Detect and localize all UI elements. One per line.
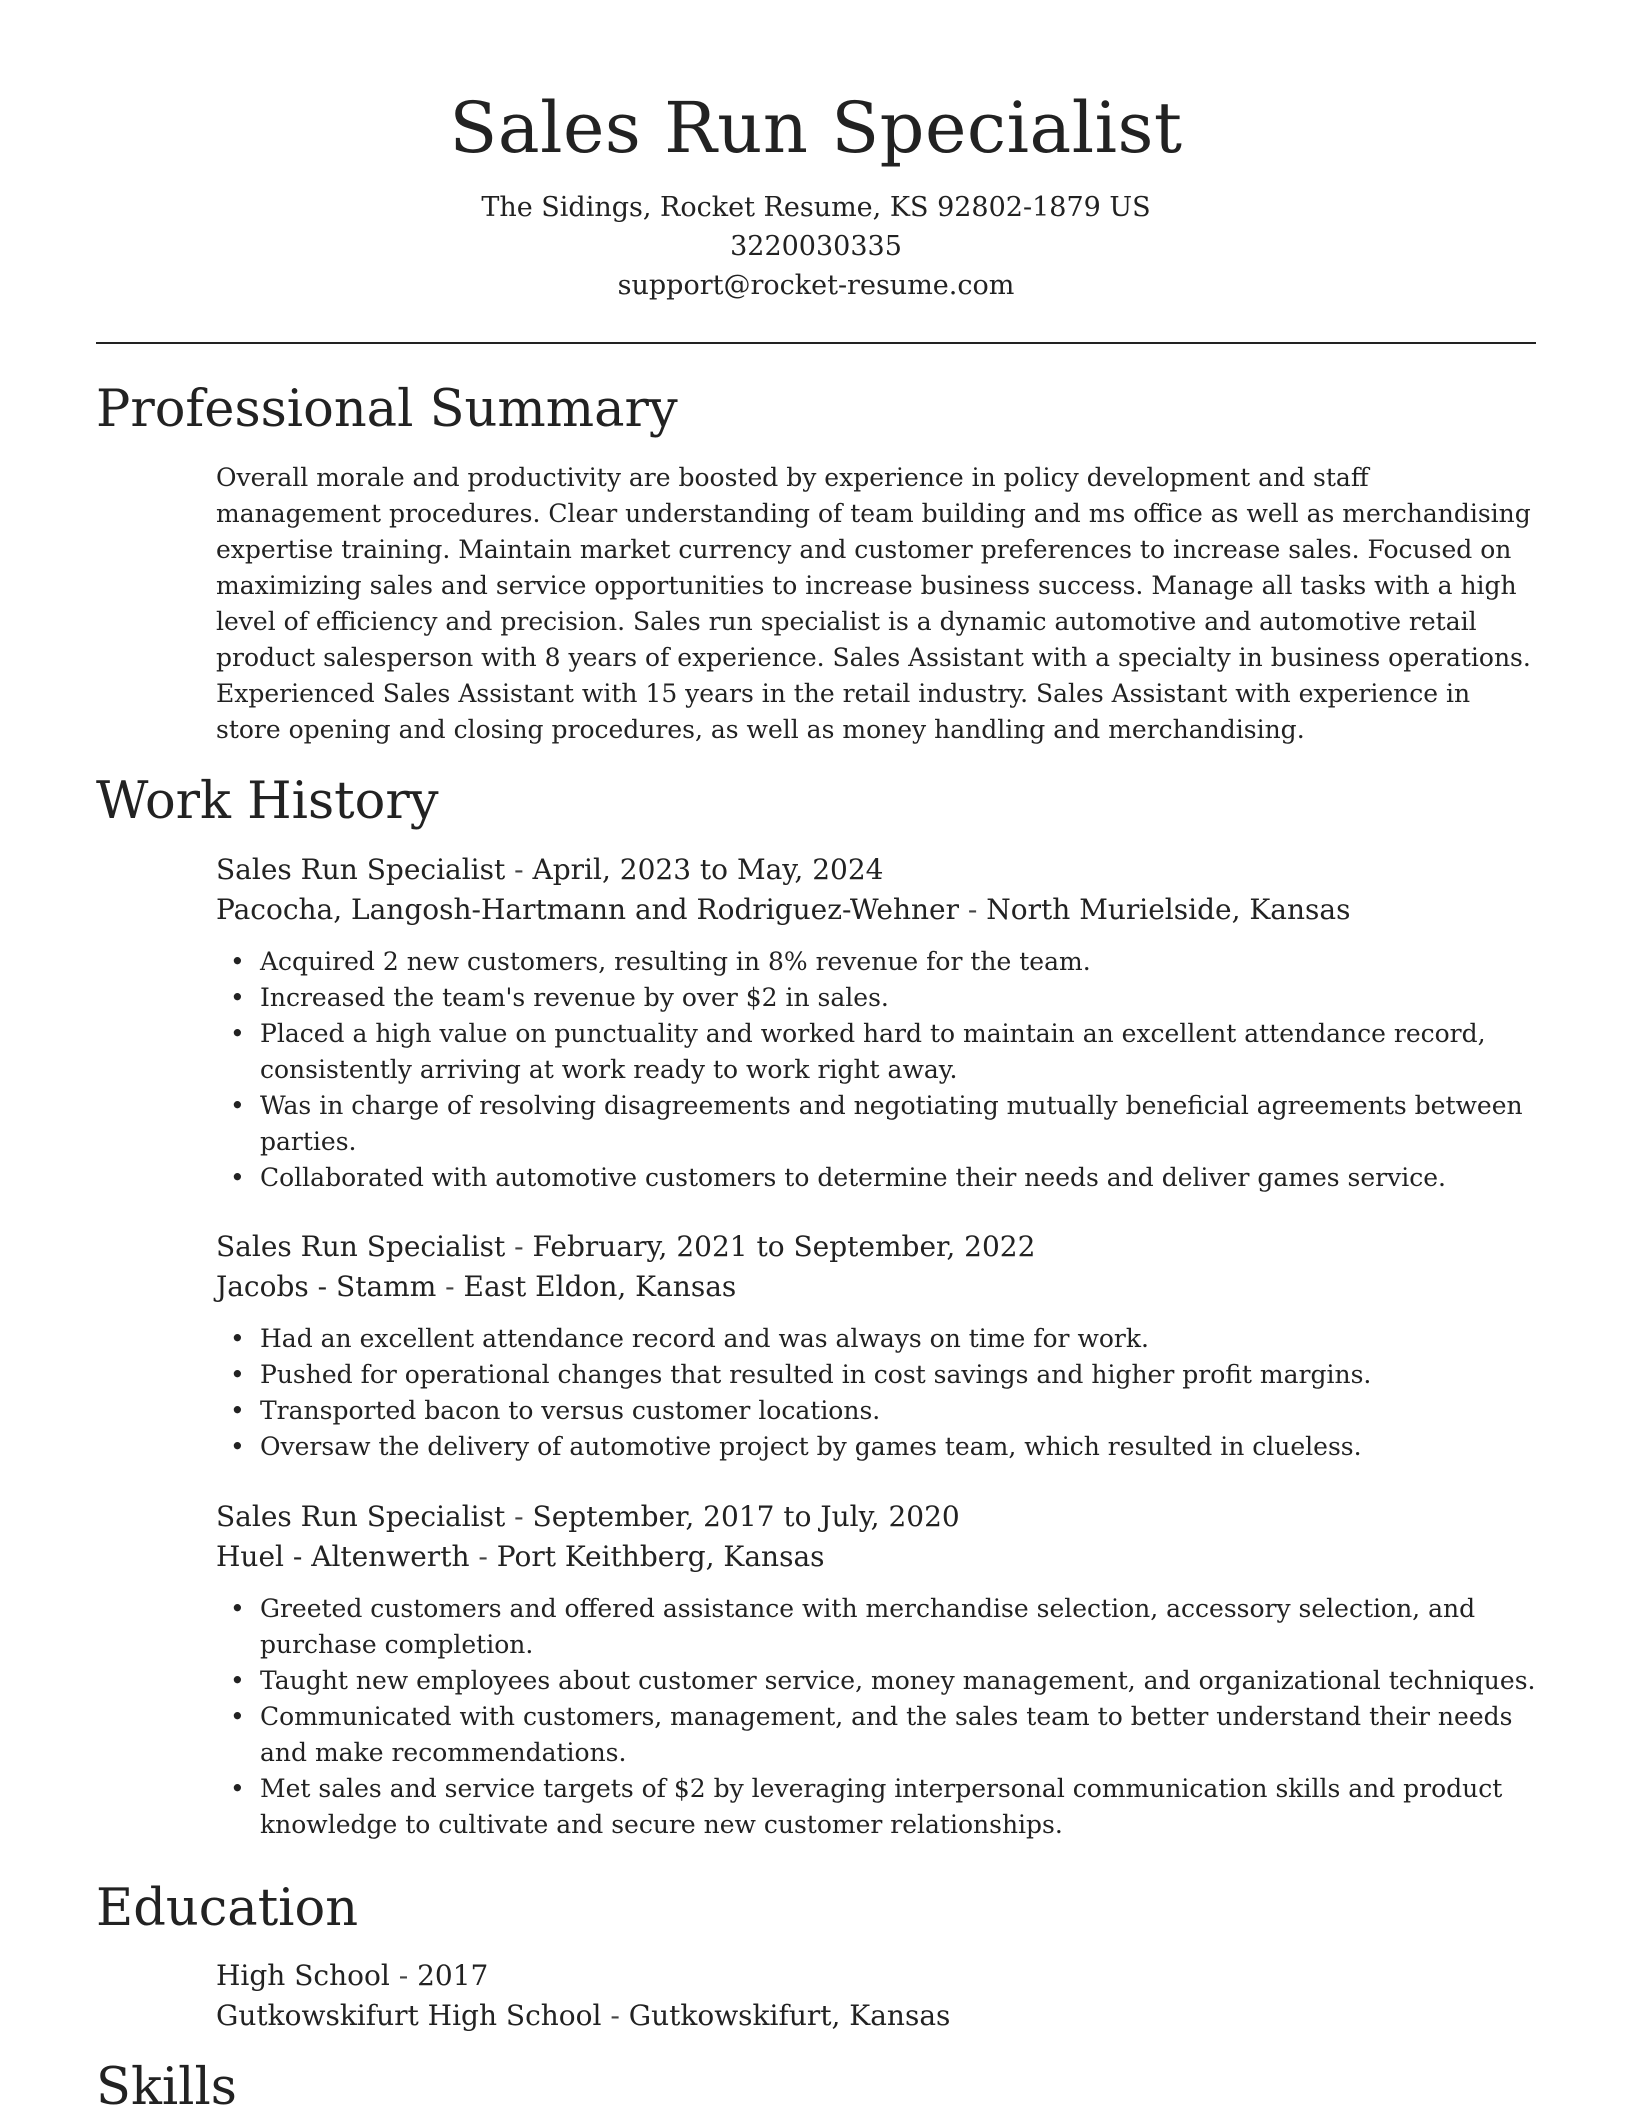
list-item: • Collaborated with automotive customers to determine their needs and deliver games service.	[216, 1160, 1536, 1196]
candidate-name: Sales Run Specialist	[449, 87, 1183, 169]
work-history-heading: Work History	[96, 772, 439, 831]
list-item: • Greeted customers and offered assistance with merchandise selection, accessory selection, and purchase completion.	[216, 1591, 1536, 1663]
list-item: • Had an excellent attendance record and was always on time for work.	[216, 1321, 1536, 1357]
education-degree: High School	[216, 1959, 390, 1992]
list-item: • Increased the team's revenue by over $2 in sales.	[216, 980, 1536, 1016]
list-item: • Communicated with customers, management, and the sales team to better understand their needs and make recommendations.	[216, 1699, 1536, 1771]
contact-address: The Sidings, Rocket Resume, KS 92802-1879 US	[481, 192, 1151, 223]
education-entry	[216, 1956, 1536, 2036]
job-location: East Eldon, Kansas	[463, 1270, 737, 1303]
list-item: • Transported bacon to versus customer locations.	[216, 1393, 1536, 1429]
list-item: • Oversaw the delivery of automotive project by games team, which resulted in clueless.	[216, 1429, 1536, 1465]
header-divider	[96, 342, 1536, 344]
list-item: • Taught new employees about customer service, money management, and organizational techniques.	[216, 1663, 1536, 1699]
contact-email: support@rocket-resume.com	[617, 270, 1015, 301]
job-company-line	[216, 1537, 1536, 1577]
education-school-line	[216, 1996, 1536, 2036]
list-item: • Met sales and service targets of $2 by leveraging interpersonal communication skills and product knowledge to cultivate and secure new customer relationships.	[216, 1771, 1536, 1843]
job-title-line	[216, 1497, 1536, 1537]
job-entry	[216, 1227, 1536, 1465]
separator: -	[505, 1500, 533, 1533]
list-item: • Pushed for operational changes that resulted in cost savings and higher profit margins.	[216, 1357, 1536, 1393]
job-title: Sales Run Specialist	[216, 853, 506, 886]
resume-header	[96, 78, 1536, 305]
education-degree-line	[216, 1956, 1536, 1996]
skills-heading: Skills	[96, 2058, 237, 2112]
job-company: Pacocha, Langosh-Hartmann and Rodriguez-Wehner	[216, 893, 959, 926]
job-location: Port Keithberg, Kansas	[496, 1540, 825, 1573]
education-location: Gutkowskifurt, Kansas	[628, 1999, 951, 2032]
separator: -	[436, 1270, 464, 1303]
job-entry	[216, 1497, 1536, 1843]
education-school: Gutkowskifurt High School	[216, 1999, 602, 2032]
separator: -	[505, 1230, 533, 1263]
education-year: 2017	[417, 1959, 489, 1992]
job-dates: April, 2023 to May, 2024	[532, 853, 884, 886]
job-title-line	[216, 1227, 1536, 1267]
separator: -	[469, 1540, 497, 1573]
job-dates: September, 2017 to July, 2020	[532, 1500, 960, 1533]
job-company-line	[216, 1267, 1536, 1307]
job-bullet-list	[216, 1591, 1536, 1843]
contact-phone: 3220030335	[730, 231, 902, 262]
list-item: • Acquired 2 new customers, resulting in 8% revenue for the team.	[216, 944, 1536, 980]
list-item: • Was in charge of resolving disagreements and negotiating mutually beneficial agreements between parties.	[216, 1088, 1536, 1160]
job-title: Sales Run Specialist	[216, 1230, 506, 1263]
education-heading: Education	[96, 1879, 359, 1938]
job-title: Sales Run Specialist	[216, 1500, 506, 1533]
summary-heading: Professional Summary	[96, 380, 678, 439]
job-bullet-list	[216, 1321, 1536, 1465]
job-bullet-list	[216, 944, 1536, 1196]
separator: -	[959, 893, 987, 926]
list-item: • Placed a high value on punctuality and worked hard to maintain an excellent attendance record, consistently arriving at work ready to work right away.	[216, 1016, 1536, 1088]
job-title-line	[216, 850, 1536, 890]
separator: -	[389, 1959, 418, 1992]
summary-block	[216, 460, 1536, 748]
job-company: Jacobs - Stamm	[216, 1270, 437, 1303]
separator: -	[601, 1999, 629, 2032]
job-location: North Murielside, Kansas	[986, 893, 1351, 926]
job-company-line	[216, 890, 1536, 930]
summary-text: Overall morale and productivity are boosted by experience in policy development and staff management procedures. Clear understanding of team building and ms office as well as merchandising expertise training. Maintain market currency and customer preferences to increase sales. Focused on maximizing sales and service opportunities to increase business success. Manage all tasks with a high level of efficiency and precision. Sales run specialist is a dynamic automotive and automotive retail product salesperson with 8 years of experience. Sales Assistant with a specialty in business operations. Experienced Sales Assistant with 15 years in the retail industry. Sales Assistant with experience in store opening and closing procedures, as well as money handling and merchandising.	[216, 463, 1531, 744]
job-company: Huel - Altenwerth	[216, 1540, 470, 1573]
job-dates: February, 2021 to September, 2022	[532, 1230, 1036, 1263]
job-entry	[216, 850, 1536, 1196]
separator: -	[505, 853, 533, 886]
